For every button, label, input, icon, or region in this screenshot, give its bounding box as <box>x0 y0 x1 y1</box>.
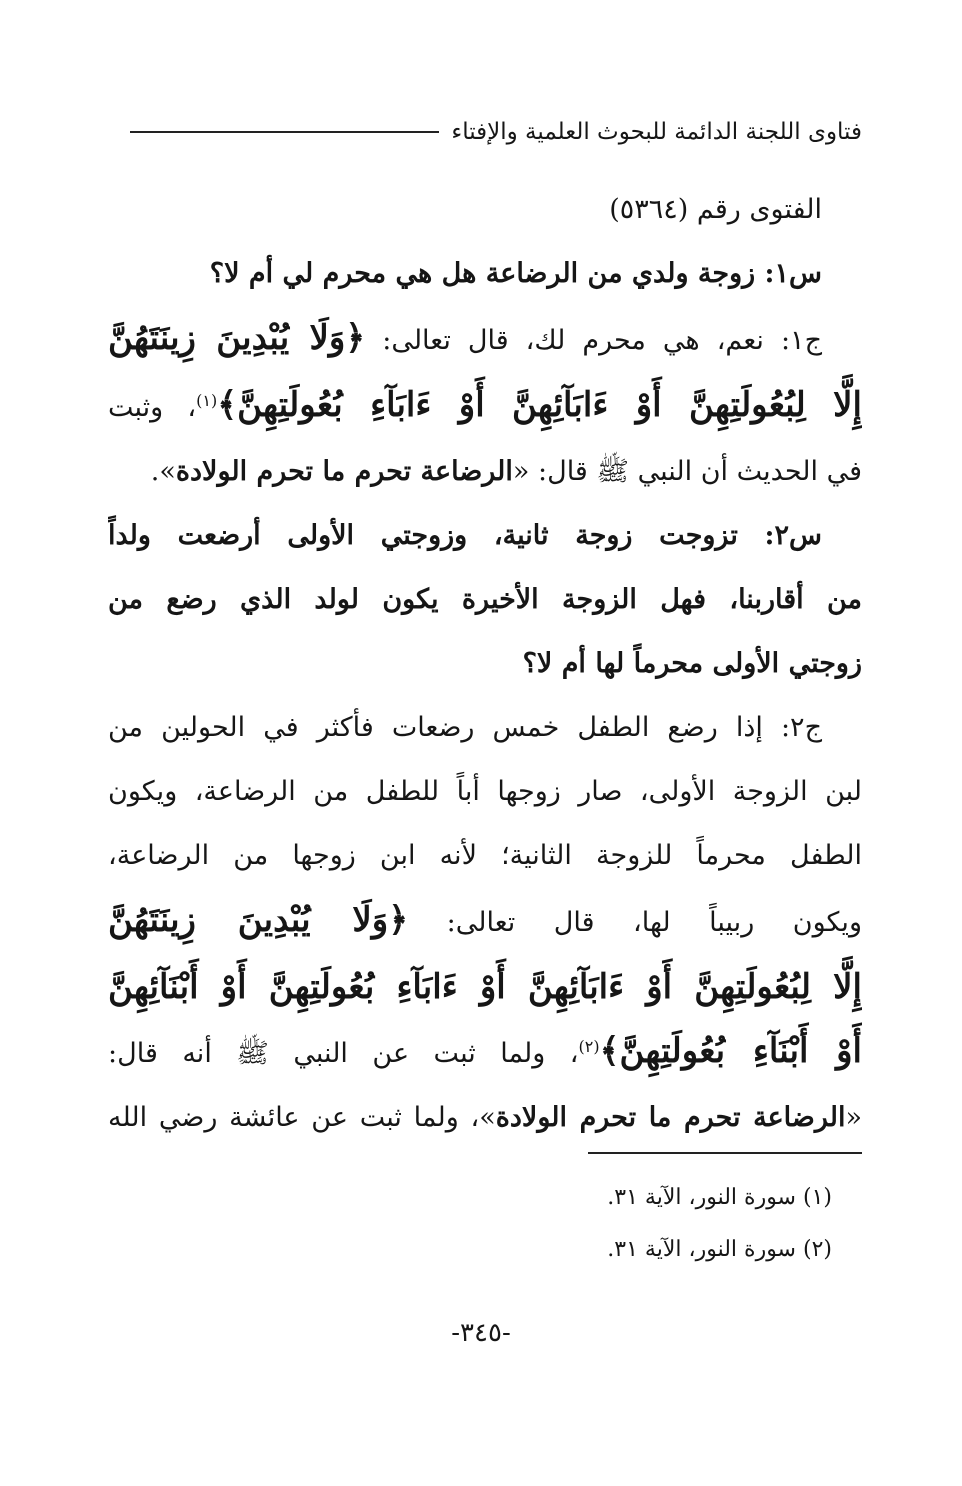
footnote-separator <box>588 1152 862 1154</box>
footnotes <box>607 1172 862 1276</box>
footnote-1: (١) سورة النور، الآية ٣١. <box>607 1185 832 1210</box>
answer-2-line-4 <box>108 888 862 955</box>
hadith-open-2: « <box>845 1102 862 1133</box>
answer-2-line-7 <box>108 1086 862 1150</box>
quran-verse-1-start: ﴿وَلَا يُبْدِينَ زِينَتَهُنَّ <box>108 318 366 358</box>
hadith-close-1: ». <box>150 456 176 487</box>
footnote-ref-2: (٢) <box>578 1037 600 1056</box>
answer-1-continuation: ، وثبت <box>108 392 197 423</box>
hadith-intro-1: في الحديث أن النبي ﷺ قال: « <box>512 456 862 487</box>
hadith-text-1: الرضاعة تحرم ما تحرم الولادة <box>175 456 513 487</box>
running-header-title: فتاوى اللجنة الدائمة للبحوث العلمية والإفتاء <box>451 119 862 145</box>
footnote-ref-1: (١) <box>196 391 218 410</box>
question-2-line-2: من أقاربنا، فهل الزوجة الأخيرة يكون لولد الذي رضع من <box>108 584 862 615</box>
answer-1-line-1 <box>108 306 862 373</box>
hadith-continuation-2: »، ولما ثبت عن عائشة رضي الله <box>108 1102 496 1133</box>
fatwa-number: الفتوى رقم (٥٣٦٤) <box>609 194 822 225</box>
question-2-line-3: زوجتي الأولى محرماً لها أم لا؟ <box>522 648 862 679</box>
answer-2-line-2: لبن الزوجة الأولى، صار زوجها أباً للطفل من الرضاعة، ويكون <box>108 776 862 807</box>
answer-1-line-2 <box>108 373 862 440</box>
page-number: -٣٤٥- <box>451 1318 511 1348</box>
fatwa-body <box>108 178 862 1150</box>
footnote-2: (٢) سورة النور، الآية ٣١. <box>607 1237 832 1262</box>
question-2-line-1: س٢: تزوجت زوجة ثانية، وزوجتي الأولى أرضعت ولداً <box>108 520 822 551</box>
running-header <box>130 112 862 152</box>
answer-2-text: ويكون ربيباً لها، قال تعالى: <box>446 907 862 938</box>
answer-2-line-3: الطفل محرماً للزوجة الثانية؛ لأنه ابن زوجها من الرضاعة، <box>108 840 862 871</box>
answer-1-text: ج١: نعم، هي محرم لك، قال تعالى: <box>382 325 822 356</box>
quran-verse-2-start: ﴿وَلَا يُبْدِينَ زِينَتَهُنَّ <box>108 900 409 940</box>
answer-1-line-3 <box>108 440 862 504</box>
quran-verse-2-end: أَوْ أَبْنَآءِ بُعُولَتِهِنَّ﴾ <box>599 1031 862 1071</box>
answer-2-continuation: ، ولما ثبت عن النبي ﷺ أنه قال: <box>108 1038 579 1069</box>
answer-2-line-1: ج٢: إذا رضع الطفل خمس رضعات فأكثر في الحولين من <box>108 712 822 743</box>
quran-verse-1-end: إِلَّا لِبُعُولَتِهِنَّ أَوْ ءَابَآئِهِنَّ أَوْ ءَابَآءِ بُعُولَتِهِنَّ﴾ <box>217 385 862 425</box>
header-rule <box>130 131 439 133</box>
question-1: س١: زوجة ولدي من الرضاعة هل هي محرم لي أم لا؟ <box>209 258 822 289</box>
quran-verse-2-middle: إِلَّا لِبُعُولَتِهِنَّ أَوْ ءَابَآئِهِنَّ أَوْ ءَابَآءِ بُعُولَتِهِنَّ أَوْ أَبْنَآئِهِنَّ <box>108 967 862 1007</box>
hadith-text-2: الرضاعة تحرم ما تحرم الولادة <box>495 1102 846 1133</box>
answer-2-line-6 <box>108 1019 862 1086</box>
